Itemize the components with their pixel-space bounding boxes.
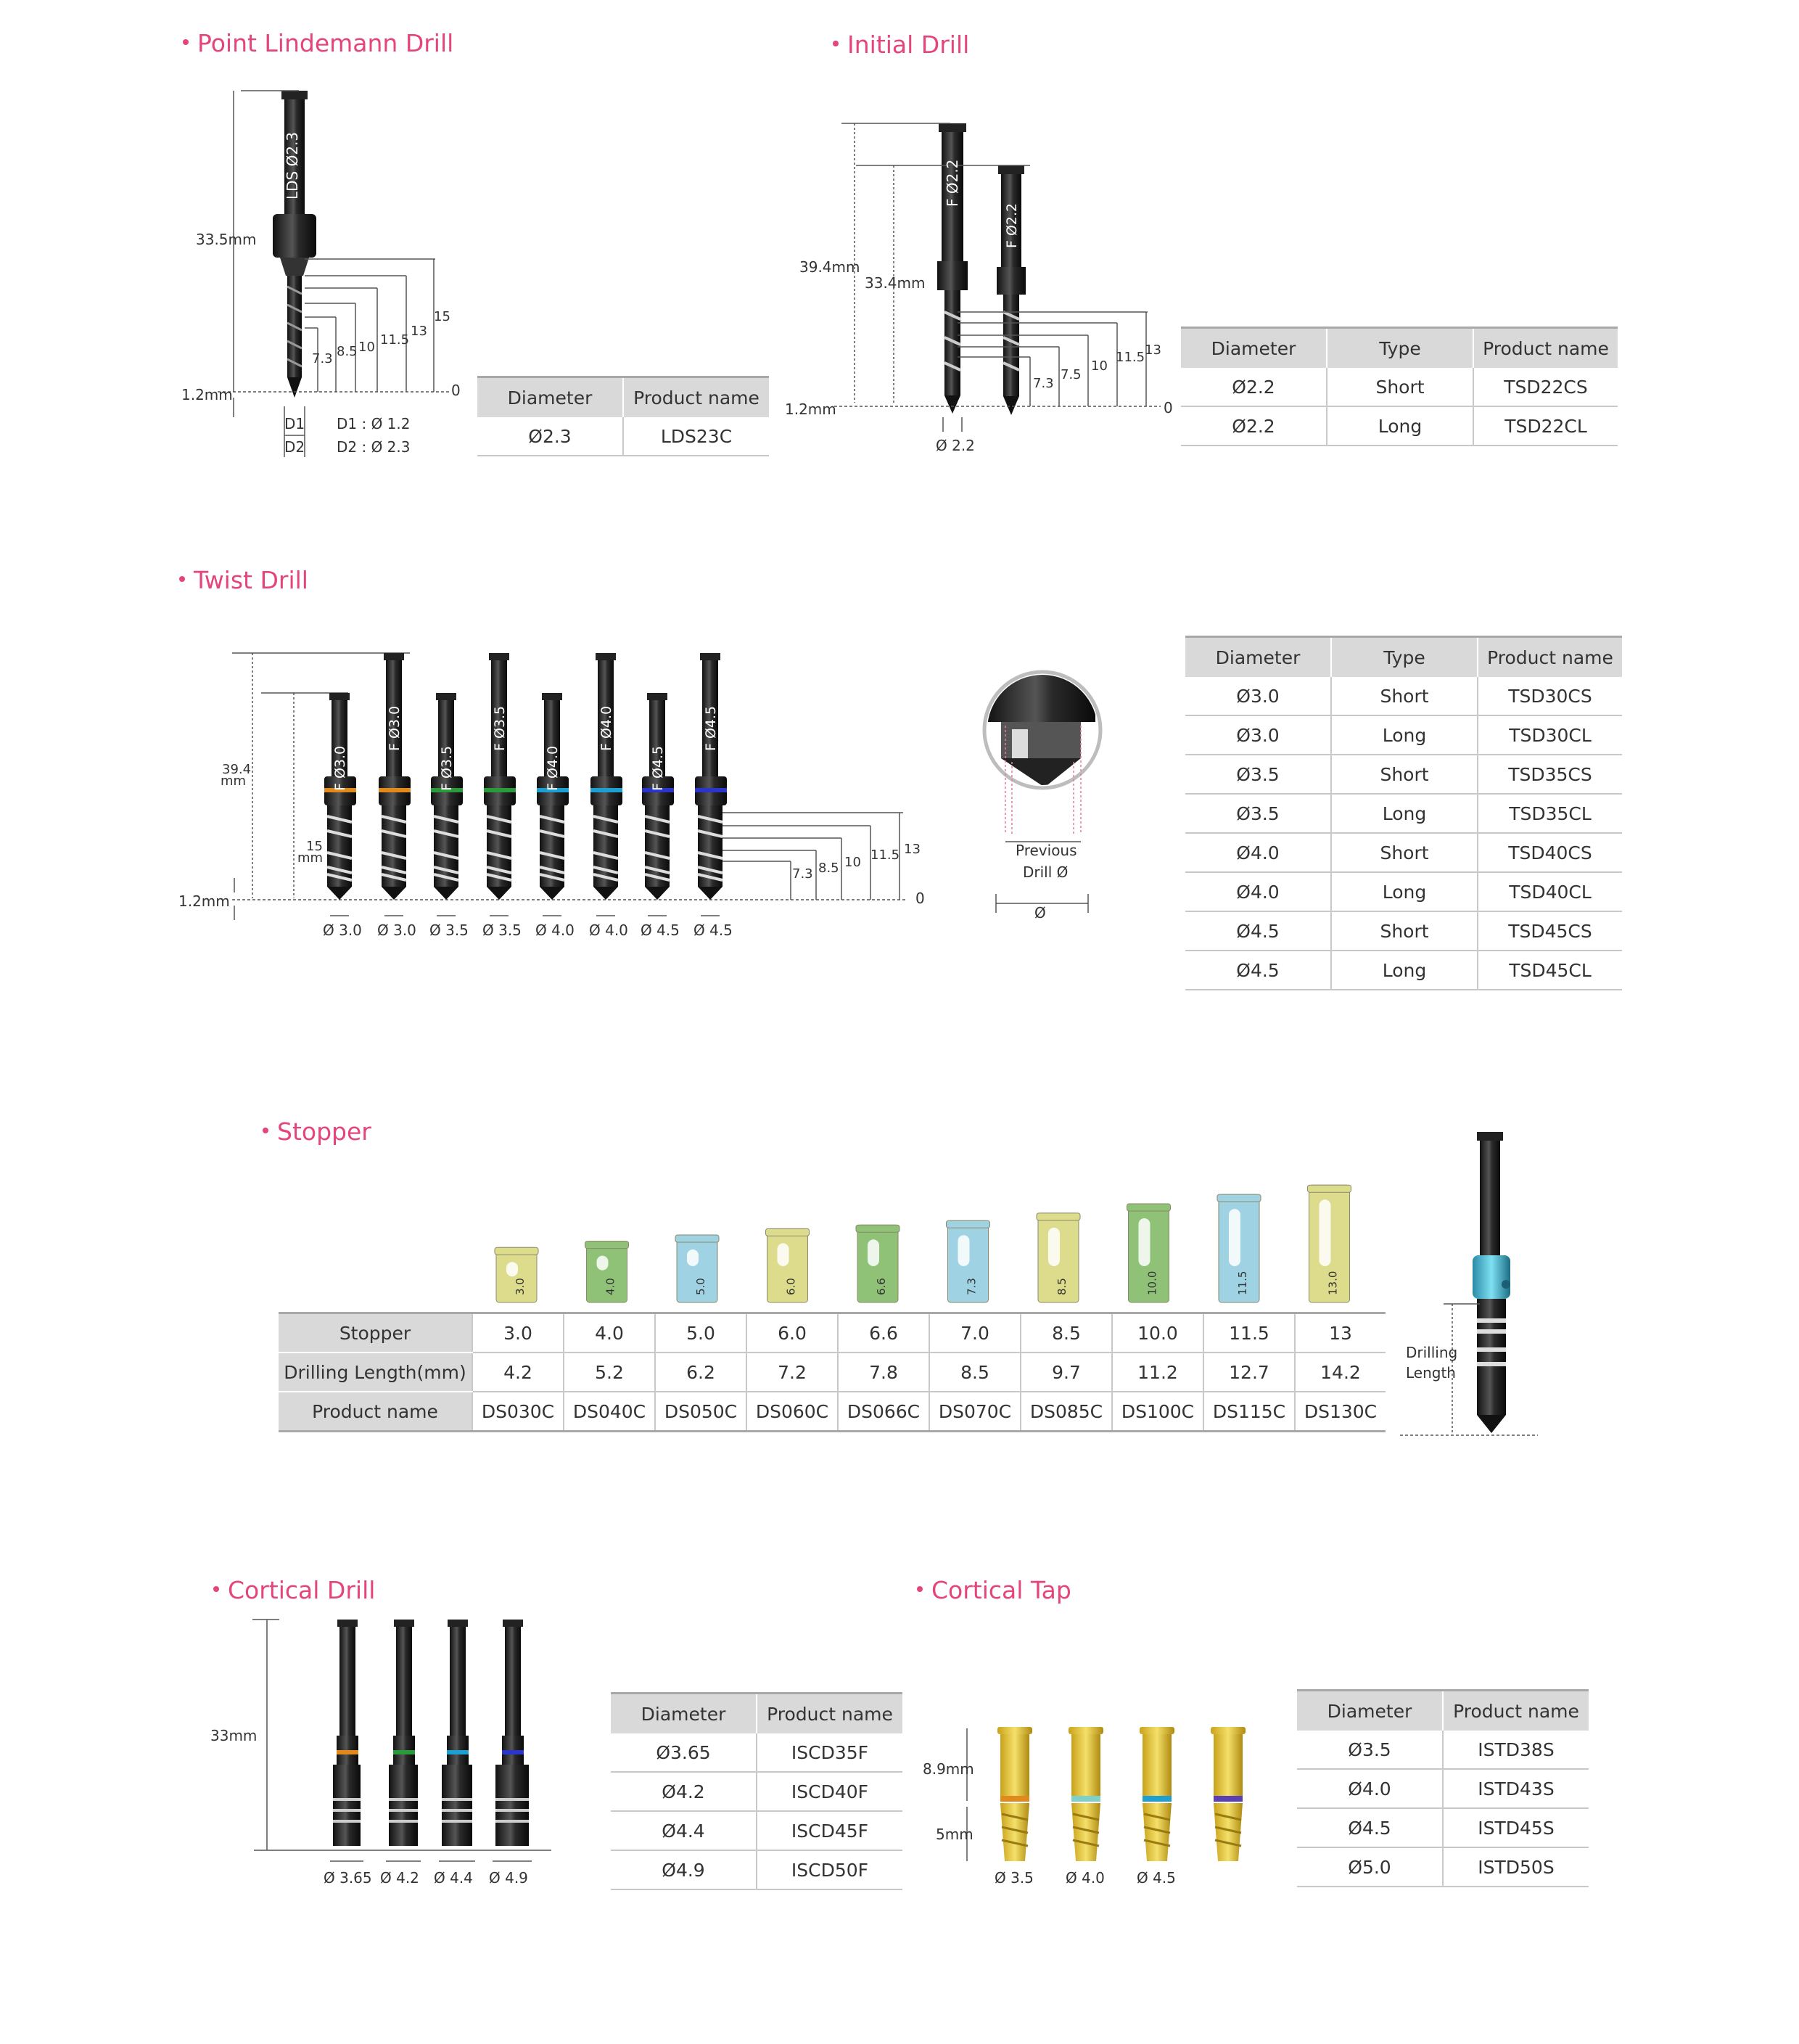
twist-mark-10: 10 (844, 855, 861, 870)
table-cell: 5.0 (655, 1313, 746, 1353)
cortical-tap (1211, 1727, 1246, 1861)
lindemann-d2-value: D2 : Ø 2.3 (337, 438, 411, 456)
table-cell: TSD22CL (1473, 406, 1618, 446)
twist-drill (642, 693, 674, 900)
initial-drill-marking-2: F Ø2.2 (1004, 202, 1020, 248)
table-cell: Short (1331, 677, 1478, 715)
stopper-table (279, 1312, 1386, 1432)
twist-previous-drill-line1: Previous (1016, 842, 1077, 859)
twist-drill-marking: F Ø3.5 (439, 745, 455, 791)
lindemann-mark-15: 15 (434, 309, 450, 324)
twist-drill (324, 693, 356, 900)
color-ring (502, 1750, 524, 1754)
table-cell: DS050C (655, 1392, 746, 1432)
title-initial-drill: Initial Drill (833, 30, 969, 59)
table-header: Diameter (611, 1694, 757, 1734)
table-cell: Short (1331, 755, 1478, 794)
table-row (279, 1392, 1386, 1432)
table-header: Product name (623, 377, 769, 418)
table-row (279, 1353, 1386, 1392)
tap-diameter-label: Ø 3.5 (995, 1869, 1034, 1887)
table-cell: Ø2.2 (1181, 406, 1327, 446)
twist-long-unit: mm (221, 773, 247, 789)
stopper-sleeve-label: 6.0 (784, 1278, 798, 1295)
table-cell: DS100C (1112, 1392, 1203, 1432)
table-cell: Ø4.0 (1297, 1769, 1443, 1808)
table-cell: TSD30CL (1478, 715, 1622, 755)
table-row (1185, 951, 1622, 990)
stopper-sleeve (1037, 1213, 1080, 1302)
table-cell: Ø4.5 (1185, 951, 1331, 990)
cortical-length-label: 33mm (210, 1727, 258, 1744)
stopper-sleeve (947, 1220, 990, 1302)
initial-drill-marking-1: F Ø2.2 (944, 159, 961, 207)
twist-drills-group (324, 653, 727, 900)
lindemann-mark-7-3: 7.3 (312, 351, 333, 366)
stopper-sleeve (766, 1228, 810, 1302)
table-cell: Ø3.5 (1185, 794, 1331, 833)
table-cell: 14.2 (1295, 1353, 1386, 1392)
lindemann-d1-tag: D1 (284, 415, 305, 432)
table-cell: 6.2 (655, 1353, 746, 1392)
table-cell: ISTD45S (1443, 1808, 1589, 1847)
initial-short-label: 33.4mm (865, 274, 926, 292)
twist-mark-11-5: 11.5 (870, 847, 900, 863)
initial-table (1181, 327, 1618, 446)
twist-diameter-label: Ø 4.5 (693, 922, 733, 939)
color-ring (1214, 1796, 1243, 1802)
twist-drill-marking: F Ø3.5 (492, 705, 508, 751)
cortical-drill (493, 1620, 532, 1861)
table-cell: 11.2 (1112, 1353, 1203, 1392)
twist-table (1185, 636, 1622, 990)
table-row (1185, 911, 1622, 951)
stopper-sleeve (1308, 1185, 1351, 1302)
table-row (1297, 1847, 1589, 1887)
cortical-tap (1140, 1727, 1174, 1861)
twist-drill-marking: F Ø4.0 (598, 705, 614, 751)
table-header: Diameter (1185, 637, 1331, 678)
cortical-diameter-label: Ø 4.9 (489, 1869, 528, 1887)
table-cell: Ø3.0 (1185, 677, 1331, 715)
table-cell: DS066C (838, 1392, 929, 1432)
table-header: Product name (757, 1694, 902, 1734)
table-cell: 6.6 (838, 1313, 929, 1353)
table-cell: 12.7 (1203, 1353, 1295, 1392)
table-header: Diameter (1297, 1691, 1443, 1731)
cortical-drill-table (611, 1692, 902, 1890)
twist-drill-marking: F Ø3.0 (332, 745, 348, 791)
table-cell: Long (1327, 406, 1473, 446)
initial-long-label: 39.4mm (799, 258, 860, 276)
table-cell: 4.2 (472, 1353, 564, 1392)
lindemann-mark-10: 10 (358, 340, 375, 355)
twist-drill-marking: F Ø3.0 (387, 705, 403, 751)
title-twist-drill: Twist Drill (179, 566, 308, 594)
table-cell: Long (1331, 951, 1478, 990)
cortical-diameter-label: Ø 4.2 (380, 1869, 419, 1887)
lindemann-zero-label: 0 (451, 382, 461, 399)
table-row (1297, 1808, 1589, 1847)
table-row (611, 1733, 902, 1772)
cortical-tap (997, 1727, 1032, 1861)
table-cell: 10.0 (1112, 1313, 1203, 1353)
table-cell: TSD35CL (1478, 794, 1622, 833)
tap-diameter-label: Ø 4.5 (1137, 1869, 1176, 1887)
stopper-drilling-label-line1: Drilling (1406, 1344, 1458, 1361)
table-cell: Short (1331, 833, 1478, 872)
stopper-sleeve (675, 1235, 719, 1302)
stopper-sleeve (1217, 1194, 1261, 1302)
cortical-drill (386, 1620, 421, 1861)
table-cell: Ø3.5 (1297, 1731, 1443, 1769)
table-row (279, 1313, 1386, 1353)
twist-drill (484, 653, 516, 900)
table-row (1185, 833, 1622, 872)
table-cell: LDS23C (623, 417, 769, 456)
cortical-taps-group (997, 1727, 1246, 1861)
twist-diameter-label: Ø 4.5 (641, 922, 680, 939)
twist-diameter-label: Ø 3.0 (323, 922, 362, 939)
stopper-drill-illustration (1400, 1132, 1538, 1435)
twist-mark-13: 13 (904, 842, 921, 857)
table-cell: Long (1331, 715, 1478, 755)
table-cell: Ø4.0 (1185, 872, 1331, 911)
lindemann-drill-marking: LDS Ø2.3 (284, 131, 301, 200)
initial-mark-11-5: 11.5 (1116, 350, 1145, 365)
table-cell: Short (1327, 368, 1473, 406)
twist-short-value: 15 (306, 839, 323, 854)
initial-diameter-label: Ø 2.2 (936, 437, 975, 454)
twist-mark-7-3: 7.3 (792, 866, 813, 882)
table-row (1185, 677, 1622, 715)
lindemann-length-label: 33.5mm (196, 231, 257, 248)
row-header: Stopper (279, 1313, 472, 1353)
stopper-sleeve-label: 3.0 (514, 1278, 527, 1295)
cortical-diameter-label: Ø 3.65 (324, 1869, 372, 1887)
stopper-sleeve-label: 10.0 (1145, 1271, 1159, 1295)
initial-bottom-label: 1.2mm (785, 401, 836, 418)
table-row (1185, 794, 1622, 833)
table-cell: DS130C (1295, 1392, 1386, 1432)
stopper-sleeve-label: 5.0 (694, 1278, 707, 1295)
table-row (1181, 406, 1618, 446)
stopper-sleeve-label: 7.3 (965, 1278, 979, 1295)
lindemann-dimension-lines (218, 91, 450, 457)
table-cell: DS040C (564, 1392, 655, 1432)
table-row (611, 1850, 902, 1889)
lindemann-d1-value: D1 : Ø 1.2 (337, 415, 411, 432)
table-header: Product name (1478, 637, 1622, 678)
twist-short-unit: mm (297, 850, 324, 866)
table-row (1181, 368, 1618, 406)
table-row (1185, 715, 1622, 755)
lindemann-bottom-label: 1.2mm (181, 386, 233, 403)
color-ring (447, 1750, 469, 1754)
title-cortical-tap: Cortical Tap (917, 1576, 1071, 1604)
table-cell: 4.0 (564, 1313, 655, 1353)
row-header: Product name (279, 1392, 472, 1432)
twist-bottom-label: 1.2mm (178, 892, 230, 910)
cortical-drill (439, 1620, 475, 1861)
table-cell: ISCD40F (757, 1772, 902, 1811)
table-cell: Ø2.3 (477, 417, 623, 456)
table-cell: ISTD50S (1443, 1847, 1589, 1887)
table-cell: Ø5.0 (1297, 1847, 1443, 1887)
color-ring (1000, 1796, 1029, 1802)
table-cell: TSD35CS (1478, 755, 1622, 794)
table-cell: 7.0 (929, 1313, 1021, 1353)
table-cell: DS030C (472, 1392, 564, 1432)
table-cell: Ø4.5 (1297, 1808, 1443, 1847)
table-cell: 11.5 (1203, 1313, 1295, 1353)
cortical-drills-group (330, 1620, 532, 1861)
table-row (611, 1811, 902, 1850)
twist-diameter-label: Ø 4.0 (535, 922, 575, 939)
twist-drill-marking: F Ø4.0 (545, 745, 561, 791)
table-cell: 7.8 (838, 1353, 929, 1392)
initial-mark-13: 13 (1145, 342, 1161, 358)
table-cell: TSD40CL (1478, 872, 1622, 911)
table-cell: DS070C (929, 1392, 1021, 1432)
twist-mark-8-5: 8.5 (818, 861, 839, 876)
table-cell: Ø4.4 (611, 1811, 757, 1850)
table-cell: Ø4.2 (611, 1772, 757, 1811)
stopper-sleeve-label: 6.6 (875, 1278, 888, 1295)
twist-diameter-label: Ø 4.0 (589, 922, 628, 939)
table-cell: 13 (1295, 1313, 1386, 1353)
table-cell: Long (1331, 872, 1478, 911)
color-ring (590, 788, 622, 792)
twist-diameter-label: Ø 3.5 (429, 922, 469, 939)
table-cell: 8.5 (929, 1353, 1021, 1392)
table-cell: TSD30CS (1478, 677, 1622, 715)
initial-zero-label: 0 (1164, 399, 1173, 416)
twist-drill (537, 693, 569, 900)
table-cell: 3.0 (472, 1313, 564, 1353)
lindemann-label-text (284, 132, 301, 200)
lindemann-table (477, 376, 769, 456)
tap-lower-label: 5mm (936, 1826, 973, 1843)
table-cell: Ø4.5 (1185, 911, 1331, 951)
table-cell: 9.7 (1021, 1353, 1112, 1392)
table-cell: Short (1331, 911, 1478, 951)
table-header: Diameter (1181, 328, 1327, 369)
lindemann-d2-tag: D2 (284, 438, 305, 456)
title-point-lindemann: Point Lindemann Drill (183, 29, 453, 57)
table-cell: ISCD35F (757, 1733, 902, 1772)
table-header: Product name (1473, 328, 1618, 369)
table-header: Product name (1443, 1691, 1589, 1731)
lindemann-mark-8-5: 8.5 (337, 344, 358, 359)
table-cell: TSD40CS (1478, 833, 1622, 872)
stopper-sleeve (585, 1241, 629, 1302)
table-header: Type (1331, 637, 1478, 678)
table-cell: Ø3.5 (1185, 755, 1331, 794)
table-cell: 5.2 (564, 1353, 655, 1392)
table-cell: DS085C (1021, 1392, 1112, 1432)
table-cell: Ø4.0 (1185, 833, 1331, 872)
table-cell: ISCD50F (757, 1850, 902, 1889)
twist-drill (379, 653, 411, 900)
table-row (1297, 1731, 1589, 1769)
twist-diameter-label: Ø 3.5 (482, 922, 522, 939)
title-stopper: Stopper (263, 1117, 371, 1146)
stopper-sleeve (856, 1225, 900, 1302)
stopper-drilling-label-line2: Length (1406, 1364, 1456, 1382)
twist-zero-label: 0 (915, 890, 925, 907)
table-row (477, 417, 769, 456)
initial-mark-7-3: 7.3 (1033, 376, 1054, 391)
stopper-sleeve-label: 13.0 (1326, 1271, 1340, 1295)
tap-diameter-label: Ø 4.0 (1066, 1869, 1105, 1887)
color-ring (1143, 1796, 1172, 1802)
stopper-sleeves-group (495, 1185, 1351, 1302)
table-cell: Ø2.2 (1181, 368, 1327, 406)
cortical-diameter-label: Ø 4.4 (434, 1869, 473, 1887)
cortical-drill (330, 1620, 363, 1861)
tap-upper-label: 8.9mm (923, 1760, 974, 1778)
table-cell: TSD22CS (1473, 368, 1618, 406)
title-cortical-drill: Cortical Drill (213, 1576, 375, 1604)
table-cell: ISTD38S (1443, 1731, 1589, 1769)
table-cell: Ø3.65 (611, 1733, 757, 1772)
table-row (1185, 872, 1622, 911)
table-cell: TSD45CL (1478, 951, 1622, 990)
table-cell: Ø3.0 (1185, 715, 1331, 755)
color-ring (393, 1750, 415, 1754)
table-cell: DS060C (746, 1392, 838, 1432)
table-header: Type (1327, 328, 1473, 369)
color-ring (1071, 1796, 1100, 1802)
initial-mark-10: 10 (1091, 358, 1108, 374)
table-row (1297, 1769, 1589, 1808)
table-row (611, 1772, 902, 1811)
stopper-sleeve (495, 1247, 538, 1302)
cortical-tap (1069, 1727, 1103, 1861)
twist-drill (695, 653, 727, 900)
stopper-sleeve-label: 8.5 (1055, 1278, 1069, 1295)
table-cell: 7.2 (746, 1353, 838, 1392)
color-ring (337, 1750, 358, 1754)
cortical-tap-table (1297, 1689, 1589, 1887)
color-ring (484, 788, 516, 792)
table-cell: Ø4.9 (611, 1850, 757, 1889)
row-header: Drilling Length(mm) (279, 1353, 472, 1392)
twist-drill-marking: F Ø4.5 (650, 745, 666, 791)
twist-diameter-label: Ø 3.0 (377, 922, 416, 939)
table-cell: 6.0 (746, 1313, 838, 1353)
table-cell: Long (1331, 794, 1478, 833)
twist-long-value: 39.4 (222, 762, 252, 777)
initial-mark-7-5: 7.5 (1061, 367, 1082, 382)
stopper-sleeve-label: 4.0 (604, 1278, 617, 1295)
twist-drill (590, 653, 622, 900)
twist-previous-drill-line2: Drill Ø (1023, 863, 1069, 881)
color-ring (695, 788, 727, 792)
table-row (1185, 755, 1622, 794)
stopper-sleeve (1127, 1204, 1171, 1302)
table-cell: 8.5 (1021, 1313, 1112, 1353)
table-cell: DS115C (1203, 1392, 1295, 1432)
lindemann-mark-13: 13 (411, 324, 427, 339)
table-cell: TSD45CS (1478, 911, 1622, 951)
color-ring (379, 788, 411, 792)
twist-detail-diameter: Ø (1034, 904, 1046, 922)
stopper-sleeve-label: 11.5 (1236, 1271, 1249, 1295)
lindemann-mark-11-5: 11.5 (380, 332, 410, 348)
twist-drill (431, 693, 463, 900)
table-cell: ISTD43S (1443, 1769, 1589, 1808)
table-header: Diameter (477, 377, 623, 418)
table-cell: ISCD45F (757, 1811, 902, 1850)
twist-drill-marking: F Ø4.5 (703, 705, 719, 751)
